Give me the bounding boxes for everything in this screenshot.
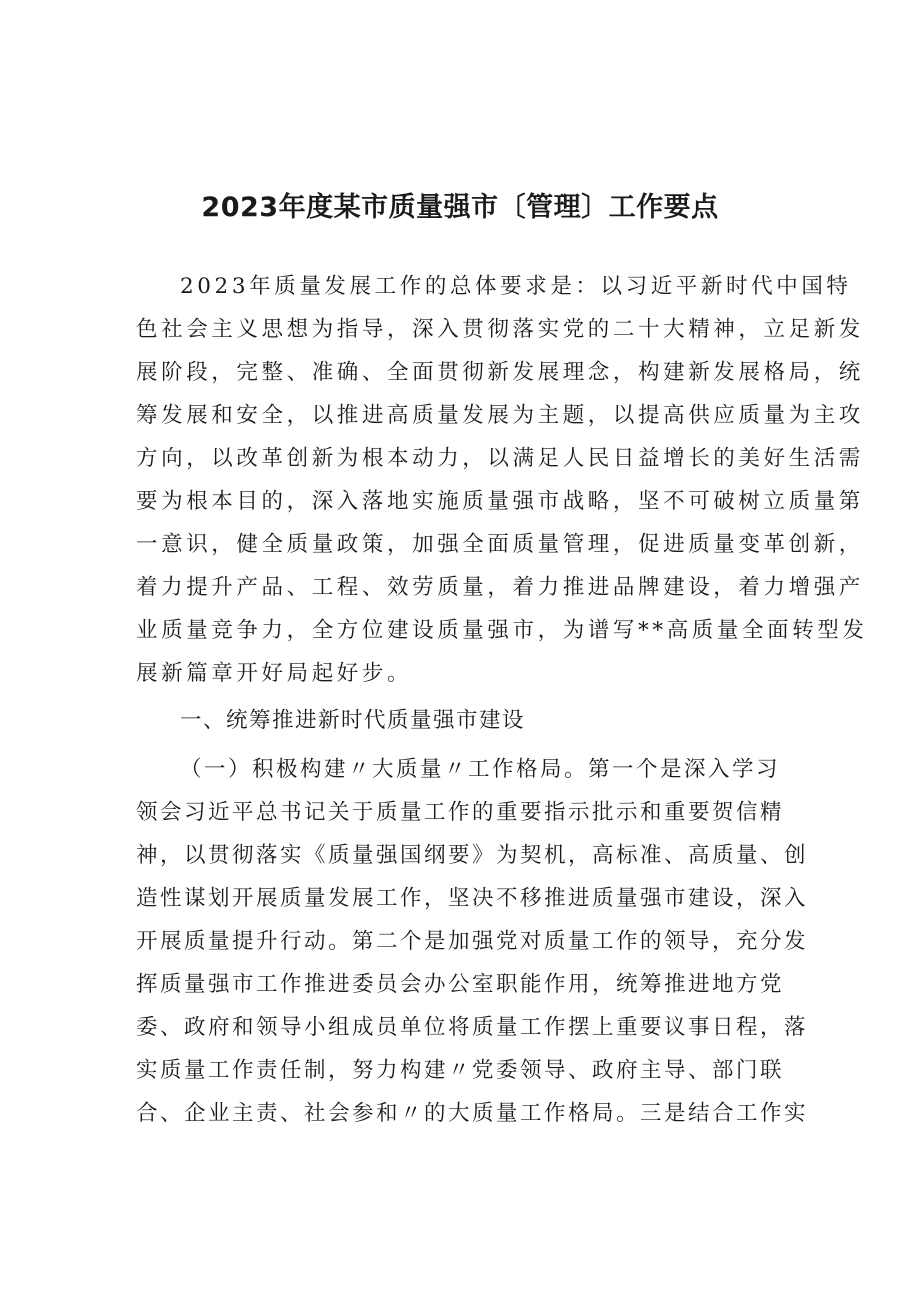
text-line: 开展质量提升行动。第二个是加强党对质量工作的领导，充分发 bbox=[136, 929, 809, 954]
text-line: 一意识，健全质量政策，加强全面质量管理，促进质量变革创新， bbox=[136, 532, 864, 557]
section-heading-text: 一、统筹推进新时代质量强市建设 bbox=[180, 708, 526, 733]
text-line: 着力提升产品、工程、效劳质量，着力推进品牌建设，着力增强产 bbox=[136, 575, 864, 600]
text-line: 领会习近平总书记关于质量工作的重要指示批示和重要贺信精 bbox=[136, 800, 785, 825]
text-line: 要为根本目的，深入落地实施质量强市战略，坚不可破树立质量第 bbox=[136, 489, 864, 514]
document-title: 2023年度某市质量强市〔管理〕工作要点 bbox=[201, 192, 719, 223]
text-line: （一）积极构建〃大质量〃工作格局。第一个是深入学习 bbox=[180, 757, 781, 782]
text-line: 业质量竞争力，全方位建设质量强市，为谱写**高质量全面转型发 bbox=[136, 618, 868, 643]
text-line: 造性谋划开展质量发展工作，坚决不移推进质量强市建设，深入 bbox=[136, 886, 809, 911]
text-line: 实质量工作责任制，努力构建〃党委领导、政府主导、部门联 bbox=[136, 1058, 785, 1083]
text-line: 合、企业主责、社会参和〃的大质量工作格局。三是结合工作实 bbox=[136, 1101, 809, 1126]
text-line: 神，以贯彻落实《质量强国纲要》为契机，高标准、高质量、创 bbox=[136, 843, 809, 868]
text-line: 展阶段，完整、准确、全面贯彻新发展理念，构建新发展格局，统 bbox=[136, 360, 864, 385]
text-line: 挥质量强市工作推进委员会办公室职能作用，统筹推进地方党 bbox=[136, 972, 785, 997]
text-line: 2023年质量发展工作的总体要求是：以习近平新时代中国特 bbox=[180, 274, 852, 299]
text-line: 方向，以改革创新为根本动力，以满足人民日益增长的美好生活需 bbox=[136, 446, 864, 471]
text-line: 展新篇章开好局起好步。 bbox=[136, 661, 413, 686]
text-line: 委、政府和领导小组成员单位将质量工作摆上重要议事日程，落 bbox=[136, 1015, 809, 1040]
text-line: 色社会主义思想为指导，深入贯彻落实党的二十大精神，立足新发 bbox=[136, 317, 864, 342]
text-line: 筹发展和安全，以推进高质量发展为主题，以提高供应质量为主攻 bbox=[136, 403, 864, 428]
